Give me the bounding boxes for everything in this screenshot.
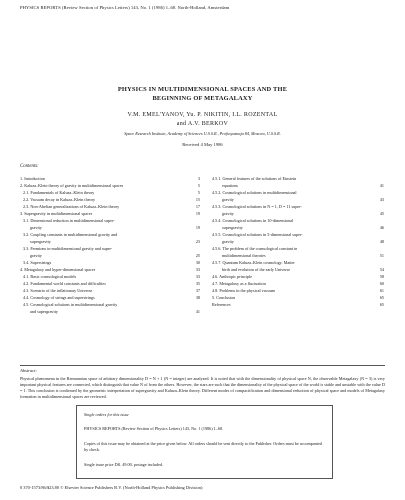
- toc-entry: [20, 245, 200, 252]
- toc-entry-label: 2.2. Vacuum decay in Kaluza–Klein theory: [23, 197, 96, 202]
- toc-entry: [212, 231, 384, 238]
- toc-entry: [212, 196, 384, 203]
- orders-citation: PHYSICS REPORTS (Review Section of Physics Letters) 143, No. 1 (1986) 1–68.: [84, 426, 224, 431]
- toc-entry: [212, 273, 384, 280]
- toc-entry-label: References: [212, 302, 231, 307]
- toc-entry-page: 23: [195, 239, 200, 244]
- toc-entry-label: supergravity: [30, 239, 51, 244]
- toc-entry: [212, 287, 384, 294]
- toc-entry-page: [368, 175, 384, 182]
- orders-price: Single issue price Dfl. 49.00, postage included.: [84, 462, 164, 467]
- toc-entry: [20, 196, 200, 203]
- authors-line-1: V.M. EMEL'YANOV, Yu. P. NIKITIN, I.L. ROZENTAL: [127, 112, 278, 118]
- orders-title: Single orders for this issue: [84, 412, 129, 417]
- toc-entry-page: 54: [379, 267, 384, 272]
- toc-entry-page: 45: [379, 211, 384, 216]
- toc-left-column: [20, 175, 200, 315]
- toc-entry: [212, 238, 384, 245]
- toc-entry-page: 43: [379, 197, 384, 202]
- toc-entry-page: [368, 217, 384, 224]
- toc-entry: [212, 294, 384, 301]
- toc-entry-label: gravity: [222, 197, 234, 202]
- toc-entry-label: 2.1. Fundamentals of Kaluza–Klein theory: [23, 190, 95, 195]
- toc-entry-page: [368, 203, 384, 210]
- contents-heading: Contents:: [20, 164, 39, 169]
- toc-entry-label: 2.3. Non-Abelian generalizations of Kaluza–Klein theory: [23, 204, 120, 209]
- toc-entry-label: 4.3. Scenario of the inflationary Universe: [23, 288, 93, 293]
- received-date: Received 4 May 1986: [182, 142, 223, 147]
- affiliation: Space Research Institute, Academy of Sciences U.S.S.R., Profsoyuznaja 84, Moscow, U.S.S.R.: [124, 131, 281, 136]
- toc-entry-label: 5. Conclusion: [212, 295, 236, 300]
- toc-entry: [20, 308, 200, 315]
- toc-entry-page: 15: [195, 197, 200, 202]
- toc-entry-label: 4.5.7. Quantum Kaluza–Klein cosmology. Matter: [212, 260, 295, 265]
- toc-entry-label: 4.8. Problems in the physical vacuum: [212, 288, 275, 293]
- toc-entry-page: [184, 217, 200, 224]
- toc-entry: [20, 217, 200, 224]
- toc-entry: [20, 280, 200, 287]
- toc-entry-page: [184, 245, 200, 252]
- toc-entry-page: 37: [195, 288, 200, 293]
- toc-entry: [20, 203, 200, 210]
- toc-entry-page: 48: [379, 239, 384, 244]
- toc-entry: [20, 175, 200, 182]
- toc-entry-page: 25: [195, 253, 200, 258]
- toc-entry-page: [368, 245, 384, 252]
- toc-entry: [20, 294, 200, 301]
- toc-entry-label: birth and evolution of the early Universe: [222, 267, 291, 272]
- toc-entry: [20, 210, 200, 217]
- toc-entry-label: 4.5.1. General features of the solutions of Einstein: [212, 176, 297, 181]
- toc-entry: [212, 280, 384, 287]
- toc-entry-label: 3.1. Dimensional reduction in multidimensional super-: [23, 218, 115, 223]
- toc-entry-label: 1. Introduction: [20, 176, 45, 181]
- toc-entry-label: 4.7. Metagalaxy as a fluctuation: [212, 281, 266, 286]
- toc-entry-label: 3. Supergravity in multidimensional spaces: [20, 211, 93, 216]
- toc-entry: [212, 217, 384, 224]
- toc-entry: [20, 301, 200, 308]
- toc-entry-page: [368, 189, 384, 196]
- toc-entry-label: 4.5.2. Cosmological solutions in multidimensional: [212, 190, 297, 195]
- toc-entry-page: 65: [379, 302, 384, 307]
- toc-entry: [20, 252, 200, 259]
- toc-entry-page: 60: [379, 281, 384, 286]
- toc-entry-label: 4.5.4. Cosmological solutions in 10-dimensional: [212, 218, 294, 223]
- toc-entry-label: 4.5. Cosmological solutions in multidimensional gravity: [23, 302, 118, 307]
- toc-entry-label: 2. Kaluza–Klein theory of gravity in multidimensional spaces: [20, 183, 124, 188]
- toc-entry-page: [368, 231, 384, 238]
- toc-entry-label: 4.5.3. Cosmological solutions in N = 1, D = 11 super-: [212, 204, 302, 209]
- toc-entry-label: and supergravity: [30, 309, 58, 314]
- toc-entry: [212, 182, 384, 189]
- toc-entry-page: [368, 259, 384, 266]
- toc-entry-page: 65: [379, 295, 384, 300]
- toc-entry: [20, 238, 200, 245]
- toc-entry-label: 4.5.6. The problem of the cosmological constant in: [212, 246, 298, 251]
- toc-entry-page: 30: [195, 260, 200, 265]
- toc-entry-page: [184, 301, 200, 308]
- toc-entry-page: 46: [379, 225, 384, 230]
- paper-title-line-1: PHYSICS IN MULTIDIMENSIONAL SPACES AND THE: [117, 86, 288, 93]
- toc-entry-label: equations: [222, 183, 239, 188]
- toc-entry-page: 61: [379, 288, 384, 293]
- toc-entry-label: supergravity: [222, 225, 243, 230]
- toc-entry-page: 41: [379, 183, 384, 188]
- toc-entry: [212, 175, 384, 182]
- toc-entry: [20, 189, 200, 196]
- orders-box: [76, 405, 333, 479]
- toc-entry-label: 4.4. Cosmology of strings and superstrings: [23, 295, 95, 300]
- toc-entry-page: 33: [195, 274, 200, 279]
- toc-entry-label: 4.1. Basic cosmological models: [23, 274, 77, 279]
- toc-entry: [212, 259, 384, 266]
- toc-entry: [20, 259, 200, 266]
- toc-entry: [20, 266, 200, 273]
- toc-entry: [212, 210, 384, 217]
- toc-entry-label: 4.6. Anthropic principle: [212, 274, 253, 279]
- toc-entry: [20, 182, 200, 189]
- toc-entry-page: 51: [379, 253, 384, 258]
- toc-entry-page: 33: [195, 267, 200, 272]
- toc-entry: [20, 231, 200, 238]
- toc-entry: [212, 203, 384, 210]
- toc-entry-page: 58: [379, 274, 384, 279]
- toc-entry-label: gravity: [222, 239, 234, 244]
- toc-entry-page: 5: [197, 190, 200, 195]
- toc-entry-page: [184, 231, 200, 238]
- toc-entry-page: 5: [197, 183, 200, 188]
- toc-entry-page: 19: [195, 225, 200, 230]
- journal-header: PHYSICS REPORTS (Review Section of Physics Letters) 143, No. 1 (1986) 1–68. North-Holland, Amsterdam: [20, 5, 230, 10]
- toc-entry-label: 3.3. Fermions in multidimensional gravity and super-: [23, 246, 113, 251]
- toc-entry: [20, 224, 200, 231]
- toc-entry-page: 17: [195, 204, 200, 209]
- authors-line-2: and A.V. BERKOV: [176, 121, 229, 127]
- abstract-divider: [20, 365, 385, 366]
- toc-right-column: [212, 175, 384, 308]
- toc-entry-label: 4.5.5. Cosmological solutions in 5-dimensional super-: [212, 232, 303, 237]
- toc-entry: [212, 189, 384, 196]
- toc-entry-label: gravity: [222, 211, 234, 216]
- toc-entry-label: 4. Metagalaxy and hyper-dimensional spaces: [20, 267, 96, 272]
- copyright-footer: 0 370-1573/86/$23.80 © Elsevier Science Publishers B.V. (North-Holland Physics Publishing Division): [20, 485, 203, 490]
- toc-entry-label: 3.2. Coupling constants in multidimensional gravity and: [23, 232, 118, 237]
- toc-entry-label: multidimensional theories: [222, 253, 266, 258]
- toc-entry: [212, 224, 384, 231]
- toc-entry-page: 41: [195, 309, 200, 314]
- abstract-heading: Abstract:: [20, 368, 38, 373]
- toc-entry: [212, 252, 384, 259]
- orders-instructions: Copies of this issue may be obtained at the price given below. All orders should be sent directly to the Publisher. Orders must be accompanied by check.: [84, 441, 322, 452]
- toc-entry-page: 38: [195, 295, 200, 300]
- toc-entry-page: 35: [195, 281, 200, 286]
- toc-entry-label: gravity: [30, 253, 42, 258]
- toc-entry-label: 4.2. Fundamental world constants and difficulties: [23, 281, 106, 286]
- toc-entry: [212, 266, 384, 273]
- toc-entry-page: 19: [195, 211, 200, 216]
- toc-entry: [20, 287, 200, 294]
- toc-entry-page: 3: [197, 176, 200, 181]
- toc-entry: [212, 301, 384, 308]
- toc-entry-label: 3.4. Superstrings: [23, 260, 52, 265]
- paper-title-line-2: BEGINNING OF METAGALAXY: [152, 95, 253, 102]
- toc-entry: [20, 273, 200, 280]
- toc-entry: [212, 245, 384, 252]
- toc-entry-label: gravity: [30, 225, 42, 230]
- abstract-text: Physical phenomena in the Riemannian space of arbitrary dimensionality D = N + 1 (N = integer) are analyzed. It is noted that with the dimensionality of physical space N, the observable Metagalaxy (N = 3) is very important physical features are connected, which distinguish that value N of from the others. However, the stars are such that the dimensionality of the physical space of the world is stable and unstable with the value D = 1. This conclusion is confirmed by the geometric interpretation of supergravity and Kaluza–Klein theory. Different modes of compactification and dimensional reduction of physical space and models of Metagalaxy formation in multidimensional spaces are reviewed.: [20, 376, 385, 399]
